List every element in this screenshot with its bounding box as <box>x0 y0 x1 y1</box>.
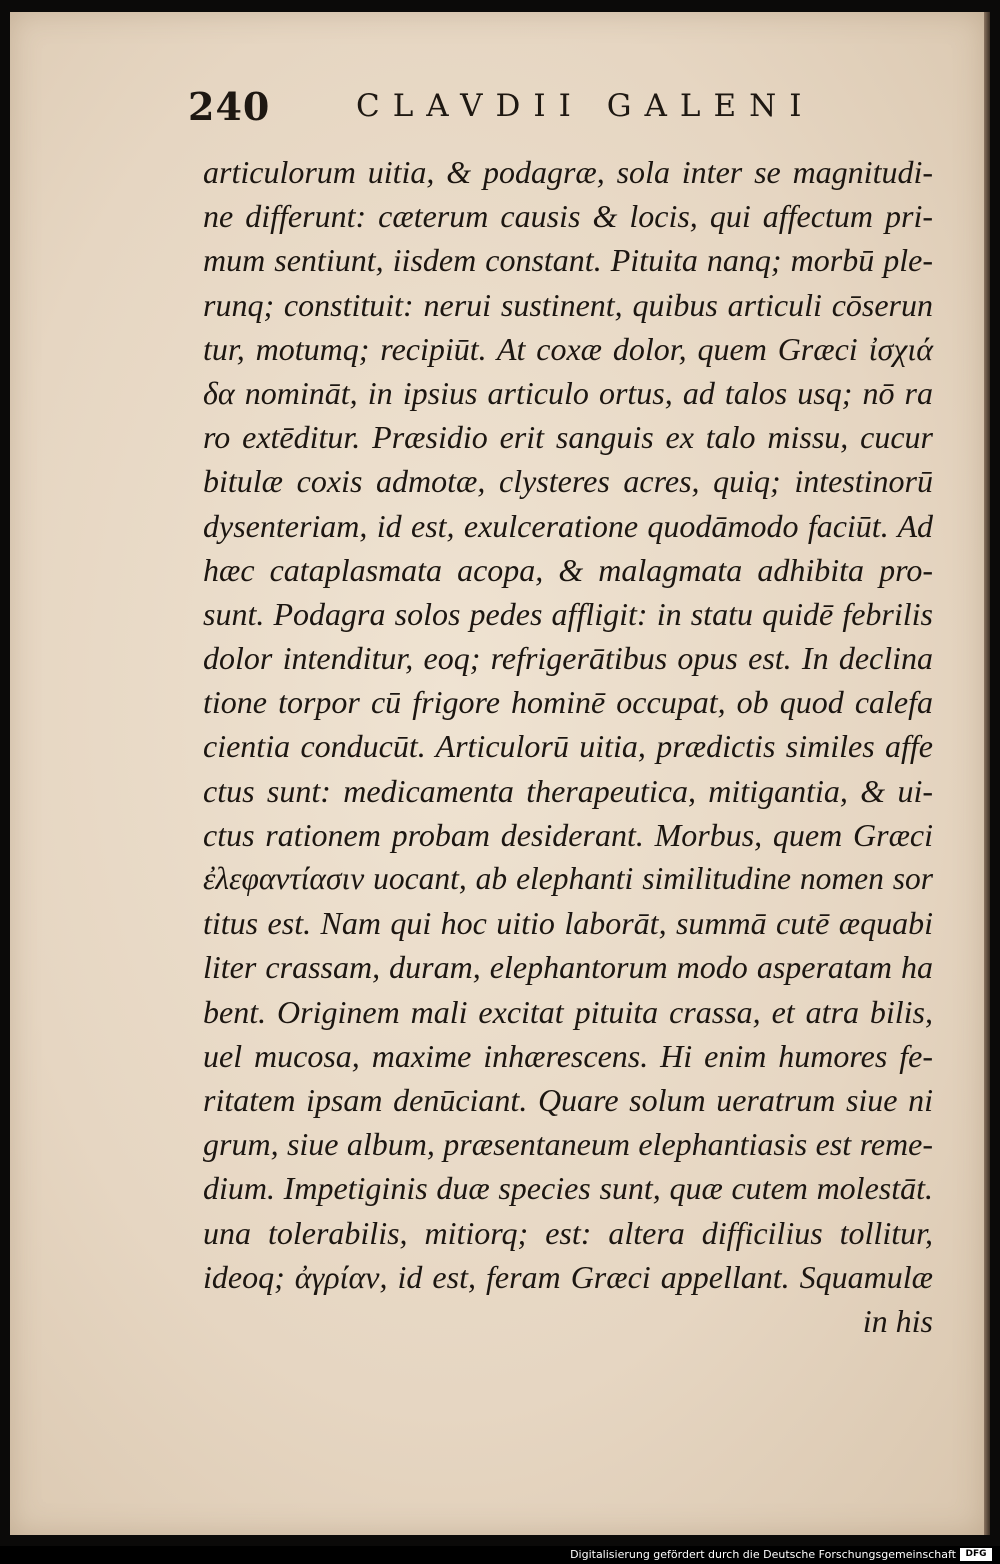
text-line: dium. Impetiginis duæ species sunt, quæ cutem molestāt. <box>203 1170 933 1207</box>
text-line: hæc cataplasmata acopa, & malagmata adhibita pro- <box>203 551 933 588</box>
text-line: bent. Originem mali excitat pituita crassa, et atra bilis, <box>203 993 933 1030</box>
text-line: ἐλεφαντίασιν uocant, ab elephanti similitudine nomen sor <box>203 861 933 896</box>
running-head: CLAVDII GALENI <box>356 88 815 124</box>
text-line: uel mucosa, maxime inhærescens. Hi enim humores fe- <box>203 1037 933 1074</box>
dfg-logo: DFG <box>960 1548 992 1561</box>
text-line: tur, motumq; recipiūt. At coxæ dolor, quem Græci ἰσχιά <box>203 330 933 367</box>
page-number: 240 <box>188 84 271 129</box>
catchword: in his <box>862 1302 933 1339</box>
text-line: ne differunt: cæterum causis & locis, qui affectum pri- <box>203 198 933 235</box>
text-line: ro extēditur. Præsidio erit sanguis ex talo missu, cucur <box>203 419 933 456</box>
text-line: dolor intenditur, eoq; refrigerātibus opus est. In declina <box>203 640 933 677</box>
page-edge <box>984 12 990 1535</box>
text-line: mum sentiunt, iisdem constant. Pituita nanq; morbū ple- <box>203 242 933 279</box>
text-line: ritatem ipsam denūciant. Quare solum ueratrum siue ni <box>203 1081 933 1118</box>
text-line: liter crassam, duram, elephantorum modo asperatam ha <box>203 949 933 986</box>
text-line: ctus sunt: medicamenta therapeutica, mitigantia, & ui- <box>203 772 933 809</box>
text-line: runq; constituit: nerui sustinent, quibus articuli cōserun <box>203 286 933 323</box>
page-header <box>188 84 928 132</box>
text-line: una tolerabilis, mitiorq; est: altera difficilius tollitur, <box>203 1214 933 1251</box>
footer-credit: Digitalisierung gefördert durch die Deutsche Forschungsgemeinschaft <box>570 1548 956 1561</box>
text-line: tione torpor cū frigore hominē occupat, ob quod calefa <box>203 684 933 721</box>
text-line: dysenteriam, id est, exulceratione quodāmodo faciūt. Ad <box>203 507 933 544</box>
text-line: δα nomināt, in ipsius articulo ortus, ad talos usq; nō ra <box>203 374 933 411</box>
text-line: bitulæ coxis admotæ, clysteres acres, quiq; intestinorū <box>203 463 933 500</box>
text-line: ideoq; ἀγρίαν, id est, feram Græci appellant. Squamulæ <box>203 1258 933 1295</box>
text-line: sunt. Podagra solos pedes affligit: in statu quidē febrilis <box>203 595 933 632</box>
body-text <box>203 150 933 1343</box>
text-line: ctus rationem probam desiderant. Morbus, quem Græci <box>203 816 933 853</box>
text-line: cientia conducūt. Articulorū uitia, prædictis similes affe <box>203 728 933 765</box>
text-line: titus est. Nam qui hoc uitio laborāt, summā cutē æquabi <box>203 905 933 942</box>
text-line: articulorum uitia, & podagræ, sola inter se magnitudi- <box>203 154 933 190</box>
text-line: grum, siue album, præsentaneum elephantiasis est reme- <box>203 1126 933 1163</box>
